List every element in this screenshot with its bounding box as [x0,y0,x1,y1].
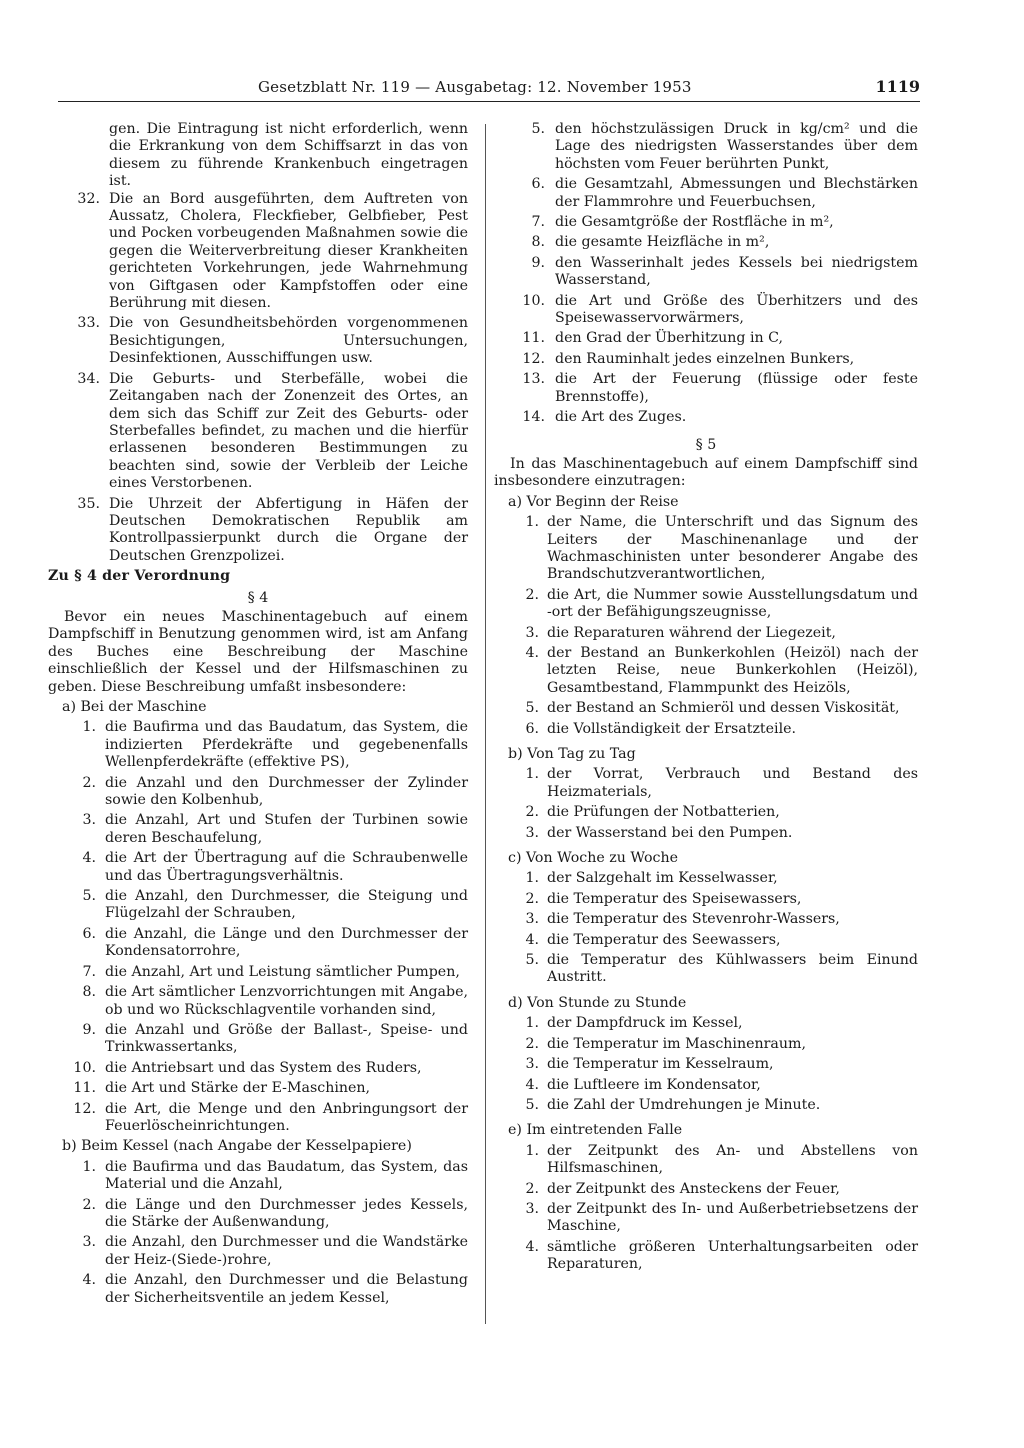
item-number: 5. [531,121,545,137]
item-text: die gesamte Heizfläche in m², [555,234,770,251]
item-number: 4. [525,1076,539,1093]
item-text: die Temperatur des Speisewassers, [547,890,802,907]
list-item [48,1080,468,1097]
item-number: 2. [525,1035,539,1052]
item-text: die Temperatur im Kesselraum, [547,1056,774,1073]
item-text: die Baufirma und das Baudatum, das System, das Material und die Anzahl, [105,1158,468,1193]
item-text: die Anzahl, den Durchmesser, die Steigung und Flügelzahl der Schrauben, [105,888,468,922]
intro-paragraph: Bevor ein neues Maschinentagebuch auf einem Dampfschiff in Benutzung genommen wird, ist am Anfang des Buches eine Beschreibung der Maschine einschließlich der Kessel und der Hilfsmaschinen zu geben. Diese Beschreibung umfaßt insbesondere: [48,608,468,695]
list-item [494,891,918,908]
item-number: 12. [73,1100,96,1117]
list-item [48,1234,468,1269]
list-item [494,1097,918,1114]
item-number: 5. [525,1096,539,1113]
item-number: 11. [522,330,545,347]
subsection-label: d) Von Stunde zu Stunde [508,994,687,1011]
intro-paragraph: In das Maschinentagebuch auf einem Dampfschiff sind insbesondere einzutragen: [494,455,918,490]
item-text: die Reparaturen während der Liegezeit, [547,624,836,641]
list-item [494,371,918,406]
item-number: 4. [525,931,539,948]
item-number: 8. [82,984,96,1001]
list-item [494,176,918,211]
list-item [48,888,468,923]
item-number: 3. [82,812,96,829]
paragraph-title: § 5 [695,436,717,453]
list-item [494,645,918,697]
item-text: die Länge und den Durchmesser jedes Kessels, die Stärke der Außenwandung, [105,1196,468,1230]
item-text: die Art der Übertragung auf die Schraubenwelle und das Übertragungsverhältnis. [105,850,468,884]
item-number: 2. [525,586,539,603]
list-item [48,496,468,566]
item-number: 33. [77,315,100,332]
list-item [48,719,468,771]
list-item [494,1036,918,1053]
item-text: die Art und Größe des Überhitzers und des Speisewasservorwärmers, [555,292,918,327]
list-item [494,911,918,928]
item-number: 5. [525,952,539,969]
list-item [494,255,918,290]
item-text: die Gesamtgröße der Rostfläche in m², [555,214,834,231]
item-number: 6. [531,176,545,193]
page-header [58,77,920,102]
item-text: Die an Bord ausgeführten, dem Auftreten von Aussatz, Cholera, Fleckfieber, Gelbfieber, Pest und Pocken vorbeugenden Maßnahmen sowie die gegen die Weiterverbreitung dieser Krankheiten gerichteten Vorkehrungen, jede Wahrnehmung von Giftgasen oder Kampfstoffen oder eine Berührung mit diesen. [109,190,468,312]
subsection-label: e) Im eintretenden Falle [508,1122,683,1139]
item-text: der Name, die Unterschrift und das Signum des Leiters der Maschinenanlage und der Wachmaschinisten unter besonderer Angabe des Brandschutzverantwortlichen, [547,514,918,583]
item-number: 4. [525,1238,539,1255]
item-text: der Zeitpunkt des In- und Außerbetriebsetzens der Maschine, [547,1200,918,1235]
item-text: die Gesamtzahl, Abmessungen und Blechstärken der Flammrohre und Feuerbuchsen, [555,176,918,210]
item-text: die Art sämtlicher Lenzvorrichtungen mit Angabe, ob und wo Rückschlagventile vorhanden sind, [105,984,468,1018]
list-item [494,952,918,987]
list-item [48,850,468,885]
item-number: 2. [82,1196,96,1213]
item-text: die Prüfungen der Notbatterien, [547,804,780,821]
item-number: 1. [525,870,539,887]
item-number: 10. [522,292,545,309]
item-text: der Salzgehalt im Kesselwasser, [547,870,778,887]
item-number: 1. [525,1015,539,1032]
list-item [48,1272,468,1307]
item-number: 2. [525,1180,539,1197]
item-number: 3. [525,911,539,928]
item-text: sämtliche größeren Unterhaltungsarbeiten oder Reparaturen, [547,1238,918,1273]
item-text: der Vorrat, Verbrauch und Bestand des Heizmaterials, [547,766,918,800]
item-number: 7. [82,963,96,980]
list-item [494,1015,918,1032]
item-text: die Temperatur des Seewassers, [547,931,781,948]
page-number: 1119 [875,77,920,96]
item-text: Die Geburts- und Sterbefälle, wobei die Zeitangaben nach der Zonenzeit des Ortes, an dem sich das Schiff zur Zeit des Geburts- oder Sterbefalles befindet, zu machen und die hierfür erlassenen besonderen Bestimmungen zu beachten sind, sowie der Verbleib der Leiche eines Verstorbenen. [109,370,468,492]
list-item [494,293,918,328]
item-text: die Anzahl, Art und Stufen der Turbinen sowie deren Beschaufelung, [105,812,468,846]
right-column [494,121,918,1277]
item-number: 7. [531,214,545,231]
item-number: 3. [525,624,539,641]
list-item [494,1181,918,1198]
item-text: Die von Gesundheitsbehörden vorgenommenen Besichtigungen, Untersuchungen, Desinfektionen, Ausschiffungen usw. [109,315,468,367]
item-text: die Art, die Menge und den Anbringungsort der Feuerlöscheinrichtungen. [105,1100,468,1134]
item-number: 34. [77,370,100,387]
list-item [48,775,468,810]
item-number: 2. [525,804,539,821]
item-number: 6. [525,720,539,737]
item-number: 11. [73,1080,96,1097]
item-text: die Antriebsart und das System des Ruders, [105,1059,422,1076]
item-text: die Art des Zuges. [555,409,687,426]
item-number: 6. [82,925,96,942]
item-number: 12. [522,350,545,367]
list-item [494,625,918,642]
list-item [48,315,468,367]
list-item [494,514,918,584]
list-item [494,234,918,251]
list-item [48,1101,468,1136]
item-text: die Anzahl und den Durchmesser der Zylinder sowie den Kolbenhub, [105,774,468,809]
column-divider [485,124,486,1324]
list-item [494,1143,918,1178]
list-item [494,1201,918,1236]
item-text: die Zahl der Umdrehungen je Minute. [547,1096,821,1113]
item-number: 1. [82,1158,96,1175]
item-number: 3. [82,1234,96,1251]
item-text: die Temperatur des Kühlwassers beim Einund Austritt. [547,952,918,986]
item-number: 9. [82,1021,96,1038]
item-text: die Vollständigkeit der Ersatzteile. [547,720,797,737]
list-item [494,932,918,949]
item-text: die Luftleere im Kondensator, [547,1076,761,1093]
header-title: Gesetzblatt Nr. 119 — Ausgabetag: 12. November 1953 [258,78,692,96]
item-number: 3. [525,1056,539,1073]
subsection-label: a) Bei der Maschine [62,699,207,715]
list-item [494,766,918,801]
item-number: 14. [522,409,545,426]
item-text: die Anzahl und Größe der Ballast-, Speise- und Trinkwassertanks, [105,1021,468,1056]
item-number: 3. [525,824,539,841]
item-text: die Art, die Nummer sowie Ausstellungsdatum und -ort der Befähigungszeugnisse, [547,586,918,621]
list-item [48,1060,468,1077]
subsection-label: a) Vor Beginn der Reise [508,493,679,510]
item-31-continuation: gen. Die Eintragung ist nicht erforderlich, wenn die Erkrankung von dem Schiffsarzt in das von diesem zu führende Krankenbuch eingetragen ist. [109,121,468,190]
item-number: 1. [82,719,96,736]
list-item [494,825,918,842]
item-number: 4. [82,850,96,867]
list-item [494,700,918,717]
item-number: 35. [77,495,100,512]
item-text: den höchstzulässigen Druck in kg/cm² und die Lage des niedrigsten Wasserstandes über dem höchsten vom Feuer berührten Punkt, [555,121,918,172]
item-number: 13. [522,371,545,388]
list-item [494,214,918,231]
item-text: der Zeitpunkt des Ansteckens der Feuer, [547,1180,840,1197]
list-item [48,1159,468,1194]
item-number: 3. [525,1200,539,1217]
list-item [48,371,468,493]
item-text: die Anzahl, den Durchmesser und die Belastung der Sicherheitsventile an jedem Kessel, [105,1272,468,1306]
list-item [494,351,918,368]
list-item [494,1056,918,1073]
list-item [48,812,468,847]
item-number: 9. [531,254,545,271]
item-text: der Dampfdruck im Kessel, [547,1015,743,1032]
item-text: den Rauminhalt jedes einzelnen Bunkers, [555,350,855,367]
list-item [48,964,468,981]
list-item [494,1077,918,1094]
item-number: 1. [525,766,539,783]
list-item [48,191,468,313]
list-item [48,1197,468,1232]
list-item [494,121,918,173]
item-number: 1. [525,514,539,531]
item-text: der Bestand an Bunkerkohlen (Heizöl) nach der letzten Reise, neue Bunkerkohlen (Heizöl), Gesamtbestand, Flammpunkt des Heizöls, [547,644,918,696]
item-number: 4. [82,1272,96,1289]
item-text: die Baufirma und das Baudatum, das System, die indizierten Pferdekräfte und gegebenenfalls Wellenpferdekräfte (effektive PS), [105,719,468,771]
item-text: die Temperatur des Stevenrohr-Wassers, [547,911,840,928]
item-number: 5. [82,888,96,905]
item-number: 8. [531,234,545,251]
item-number: 10. [73,1059,96,1076]
subsection-label: b) Beim Kessel (nach Angabe der Kesselpapiere) [62,1138,412,1155]
list-item [494,587,918,622]
item-text: die Art und Stärke der E-Maschinen, [105,1080,371,1097]
item-text: den Grad der Überhitzung in C, [555,330,784,347]
left-column [48,121,468,1310]
item-text: den Wasserinhalt jedes Kessels bei niedrigstem Wasserstand, [555,254,918,289]
item-text: der Zeitpunkt des An- und Abstellens von Hilfsmaschinen, [547,1142,918,1177]
item-text: der Wasserstand bei den Pumpen. [547,824,793,841]
list-item [494,409,918,426]
list-item [48,1022,468,1057]
list-item [48,984,468,1019]
item-text: die Temperatur im Maschinenraum, [547,1035,806,1052]
list-item [48,926,468,961]
subsection-label: b) Von Tag zu Tag [508,746,636,762]
paragraph-title: § 4 [247,589,269,606]
item-text: Die Uhrzeit der Abfertigung in Häfen der Deutschen Demokratischen Republik am Kontrollpassierpunkt durch die Organe der Deutschen Grenzpolizei. [109,495,468,564]
list-item [494,1239,918,1274]
item-number: 5. [525,700,539,717]
list-item [494,721,918,738]
list-item [494,804,918,821]
list-item [494,870,918,887]
item-number: 2. [525,890,539,907]
item-text: die Anzahl, die Länge und den Durchmesser der Kondensatorrohre, [105,925,468,960]
section-heading: Zu § 4 der Verordnung [48,568,231,585]
item-text: die Anzahl, Art und Leistung sämtlicher Pumpen, [105,963,460,980]
list-item [494,330,918,347]
item-number: 1. [525,1142,539,1159]
item-text: der Bestand an Schmieröl und dessen Viskosität, [547,700,900,717]
item-text: die Anzahl, den Durchmesser und die Wandstärke der Heiz-(Siede-)rohre, [105,1234,468,1268]
item-text: die Art der Feuerung (flüssige oder feste Brennstoffe), [555,371,918,405]
item-number: 32. [77,190,100,207]
subsection-label: c) Von Woche zu Woche [508,850,679,867]
item-number: 2. [82,774,96,791]
item-number: 4. [525,644,539,661]
